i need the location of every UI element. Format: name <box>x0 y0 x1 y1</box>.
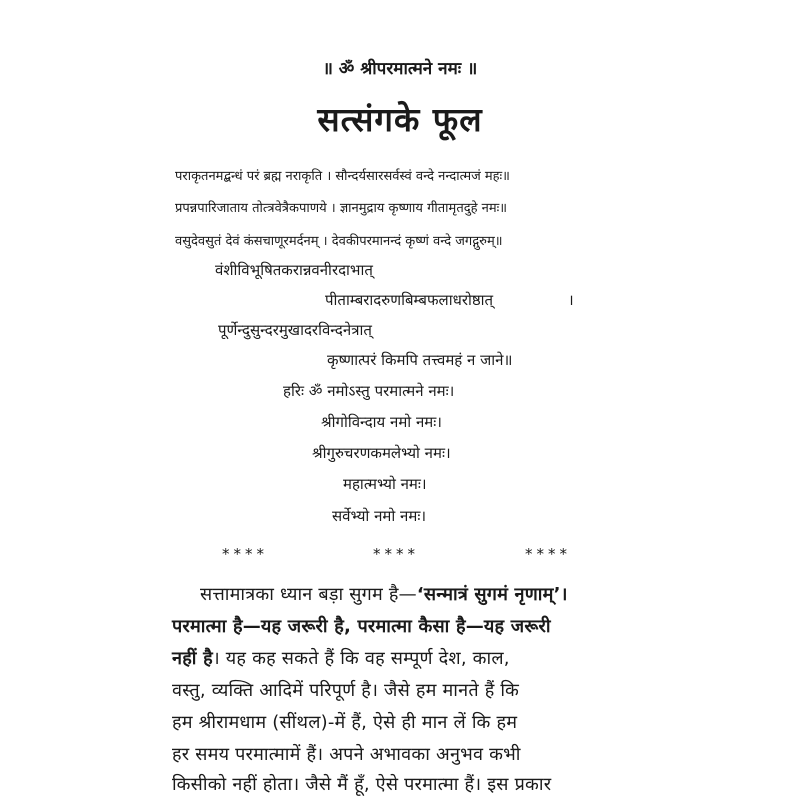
body-text: सत्तामात्रका ध्यान बड़ा सुगम है— <box>200 584 417 605</box>
body-line <box>200 582 670 606</box>
invocation-heading: ॥ ॐ श्रीपरमात्मने नमः ॥ <box>322 59 478 79</box>
salutation-line: श्रीगुरुचरणकमलेभ्यो नमः। <box>312 444 451 462</box>
salutation-line: श्रीगोविन्दाय नमो नमः। <box>321 413 442 431</box>
separator-stars: **** <box>525 545 571 563</box>
salutation-line: महात्मभ्यो नमः। <box>343 475 427 493</box>
body-line: हर समय परमात्मामें हैं। अपने अभावका अनुभव कभी <box>172 744 521 765</box>
separator-stars: **** <box>222 545 268 563</box>
body-line: वस्तु, व्यक्ति आदिमें परिपूर्ण है। जैसे हम मानते हैं कि <box>172 680 520 701</box>
salutation-line: सर्वेभ्यो नमो नमः। <box>332 507 427 525</box>
sloka-line-mark: । <box>568 291 574 309</box>
body-line: परमात्मा है—यह जरूरी है, परमात्मा कैसा है—यह जरूरी <box>172 616 551 637</box>
separator-stars: **** <box>373 545 419 563</box>
body-emphasis: नहीं है <box>172 648 213 669</box>
section-separator <box>0 545 800 567</box>
body-quote: ‘सन्मात्रं सुगमं नृणाम्’। <box>416 584 568 605</box>
body-line: किसीको नहीं होता। जैसे मैं हूँ, ऐसे परमात्मा हैं। इस प्रकार <box>172 774 552 795</box>
body-line: हम श्रीरामधाम (सींथल)-में हैं, ऐसे ही मान लें कि हम <box>172 712 518 733</box>
sloka-line: पीताम्बरादरुणबिम्बफलाधरोष्ठात् <box>325 291 494 309</box>
sloka-line: वंशीविभूषितकरान्नवनीरदाभात् <box>215 261 373 279</box>
verse-line: पराकृतनमद्बन्धं परं ब्रह्म नराकृति । सौन्दर्यसारसर्वस्वं वन्दे नन्दात्मजं महः॥ <box>175 169 510 184</box>
verse-line: वसुदेवसुतं देवं कंसचाणूरमर्दनम् । देवकीपरमानन्दं कृष्णं वन्दे जगद्गुरुम्॥ <box>175 234 503 249</box>
salutation-line: हरिः ॐ नमोऽस्तु परमात्मने नमः। <box>283 382 455 400</box>
body-line <box>172 646 642 670</box>
sloka-line: पूर्णेन्दुसुन्दरमुखादरविन्दनेत्रात् <box>218 321 372 339</box>
page-title: सत्संगके फूल <box>317 100 483 139</box>
body-text: । यह कह सकते हैं कि वह सम्पूर्ण देश, काल, <box>212 648 510 669</box>
sloka-line: कृष्णात्परं किमपि तत्त्वमहं न जाने॥ <box>327 351 513 369</box>
verse-line: प्रपन्नपारिजाताय तोत्त्रवेत्रैकपाणये । ज्ञानमुद्राय कृष्णाय गीतामृतदुहे नमः॥ <box>175 201 508 216</box>
